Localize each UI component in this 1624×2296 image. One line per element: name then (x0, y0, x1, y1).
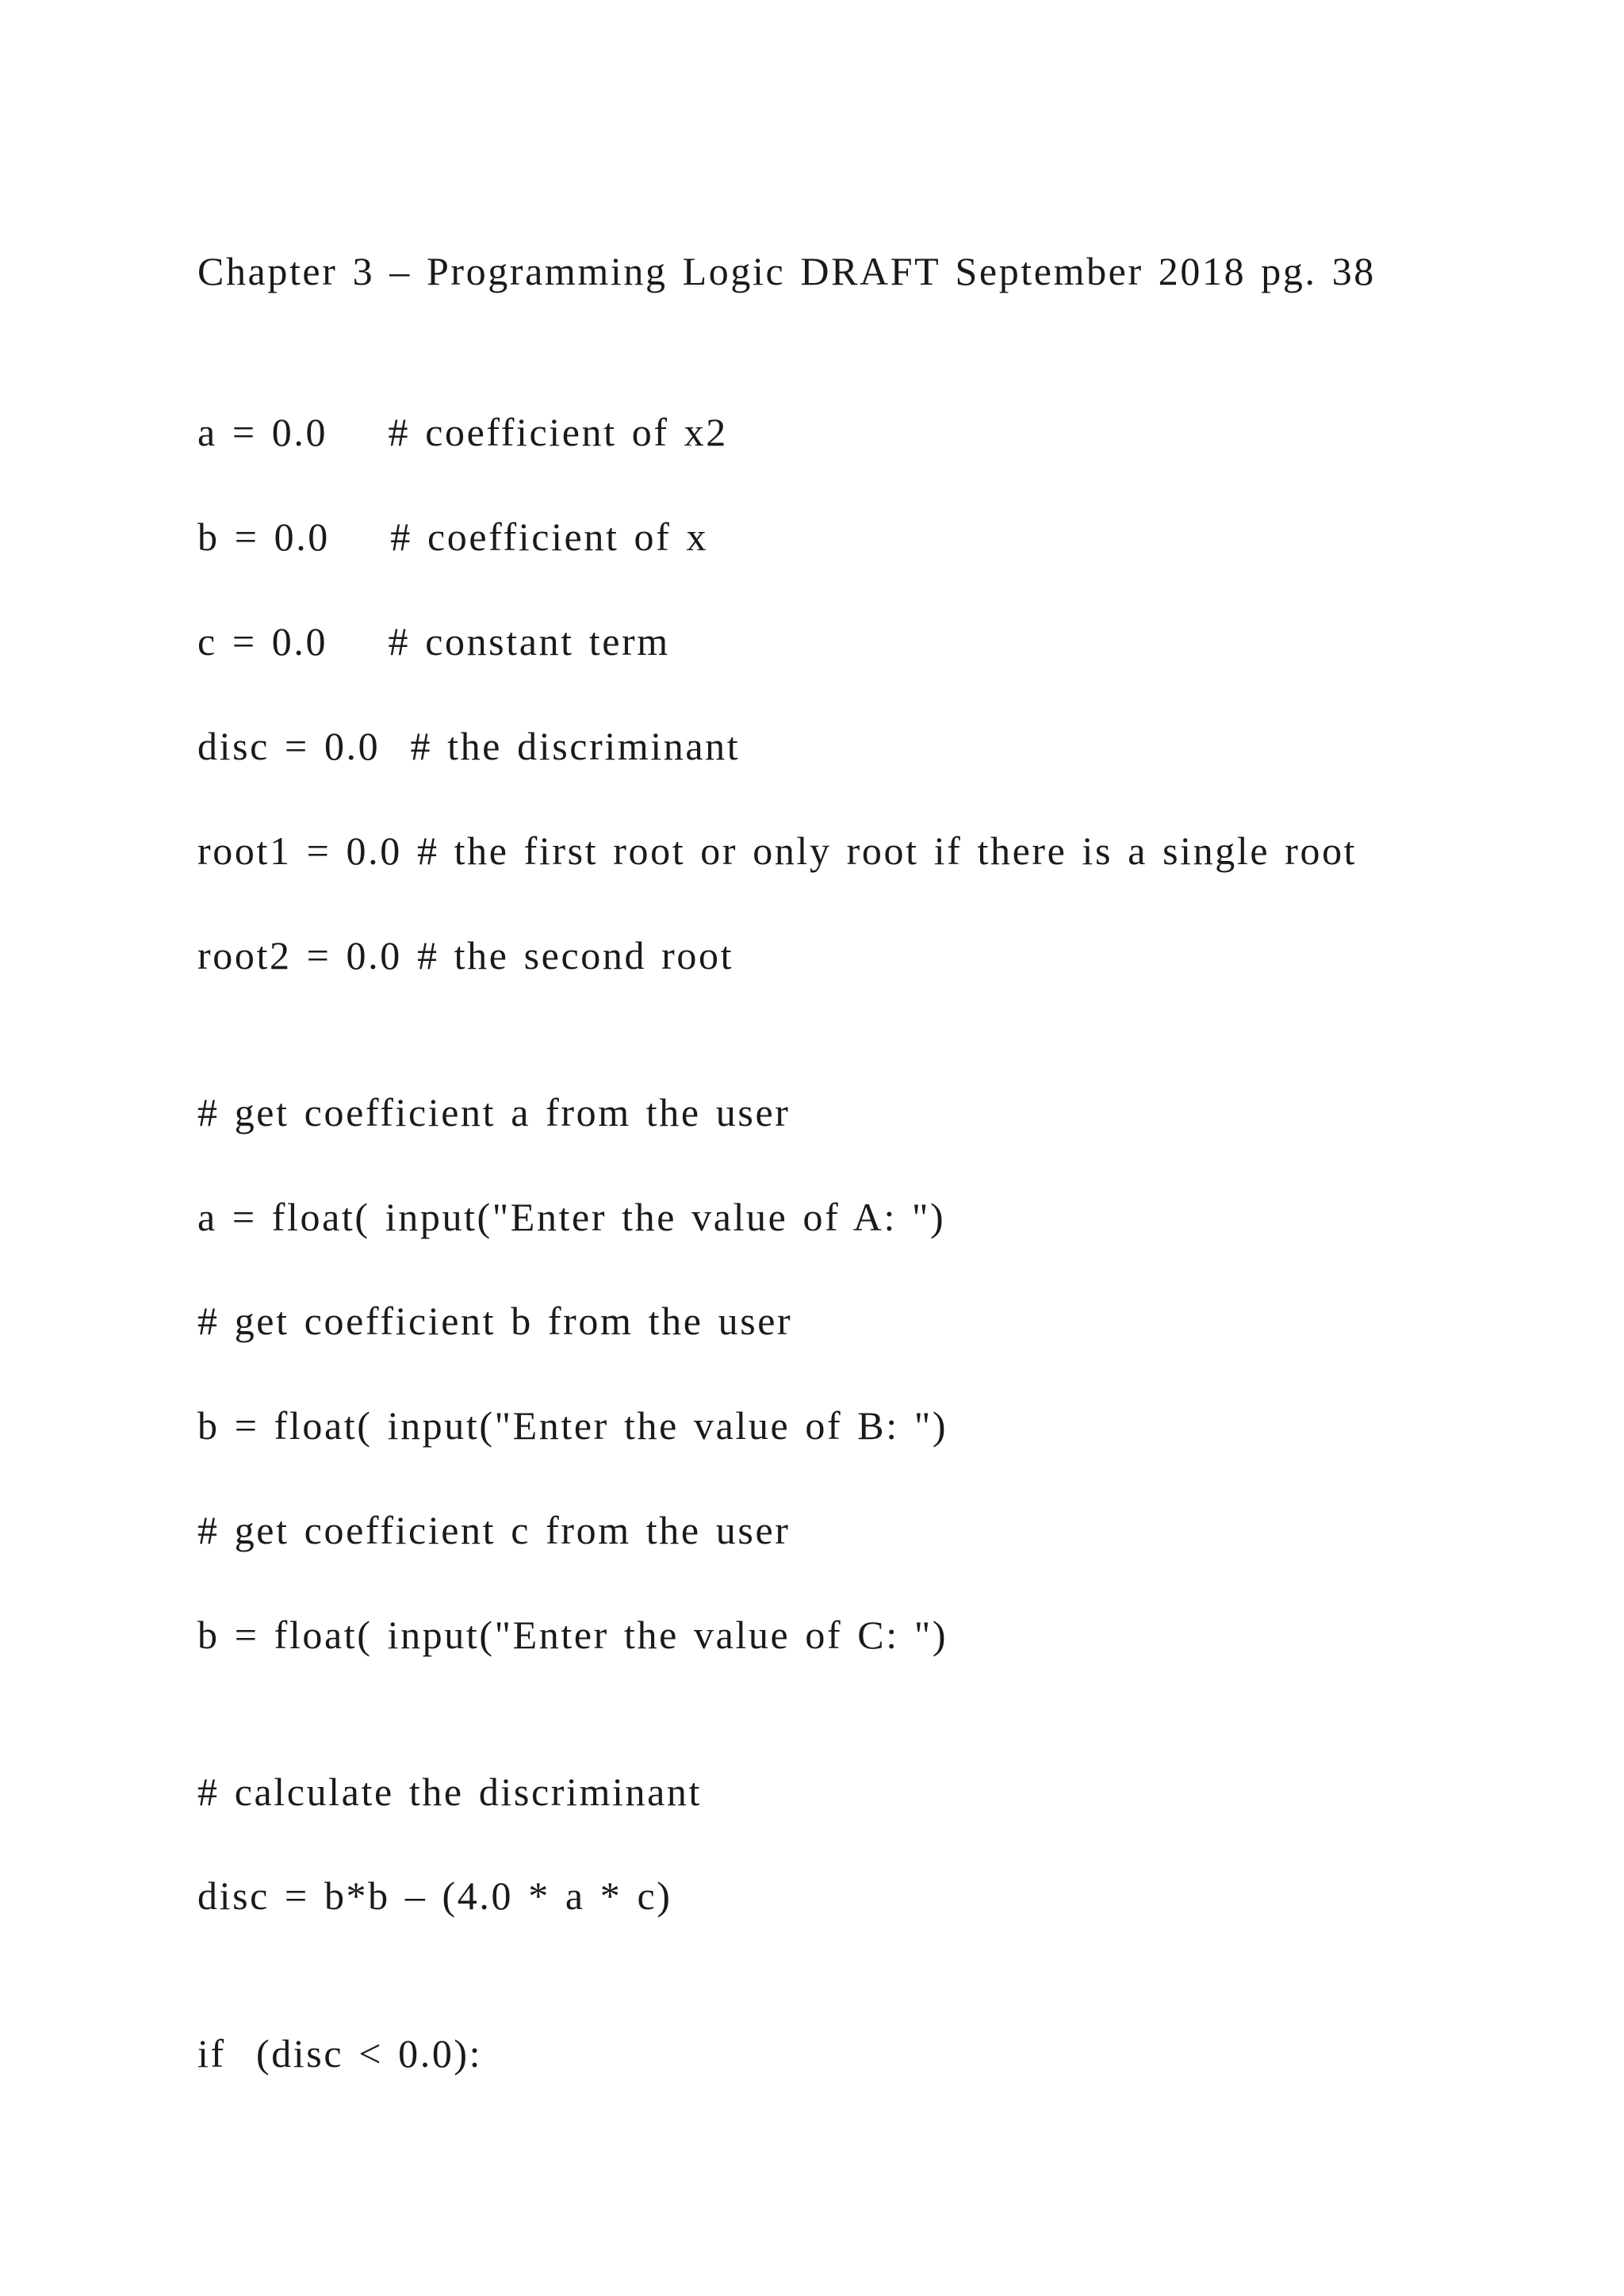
code-line-calc-disc: disc = b*b – (4.0 * a * c) (197, 1873, 672, 1918)
code-comment-get-a: # get coefficient a from the user (197, 1090, 791, 1135)
code-line-c-init: c = 0.0 # constant term (197, 619, 670, 664)
code-line-b-init: b = 0.0 # coefficient of x (197, 515, 709, 559)
code-comment-get-b: # get coefficient b from the user (197, 1299, 793, 1343)
code-line-input-a: a = float( input("Enter the value of A: ") (197, 1195, 946, 1239)
code-line-a-init: a = 0.0 # coefficient of x2 (197, 410, 728, 454)
page-header: Chapter 3 – Programming Logic DRAFT September 2018 pg. 38 (197, 249, 1376, 293)
code-line-input-b: b = float( input("Enter the value of B: ") (197, 1403, 948, 1448)
code-line-root1-init: root1 = 0.0 # the first root or only root if there is a single root (197, 828, 1358, 873)
code-line-input-c: b = float( input("Enter the value of C: ") (197, 1613, 948, 1657)
code-line-if-disc: if (disc < 0.0): (197, 2031, 483, 2076)
code-line-disc-init: disc = 0.0 # the discriminant (197, 724, 741, 768)
code-comment-get-c: # get coefficient c from the user (197, 1508, 791, 1552)
code-comment-calc-disc: # calculate the discriminant (197, 1770, 702, 1814)
code-line-root2-init: root2 = 0.0 # the second root (197, 933, 734, 978)
